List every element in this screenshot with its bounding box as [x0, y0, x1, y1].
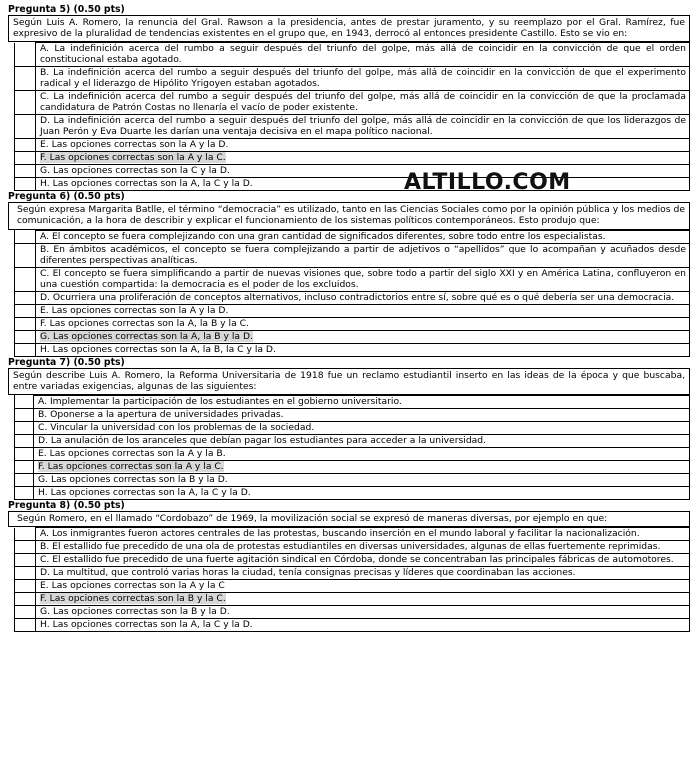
question-6-option-a[interactable]: A. El concepto se fuera complejizando con una gran cantidad de significados diferentes, sobre todo entre los especialistas. — [36, 230, 690, 243]
question-5-option-f[interactable] — [36, 152, 690, 165]
question-6-option-h[interactable]: H. Las opciones correctas son la A, la B, la C y la D. — [36, 343, 690, 356]
question-6-option-g[interactable] — [36, 330, 690, 343]
question-5-option-e[interactable]: E. Las opciones correctas son la A y la D. — [36, 139, 690, 152]
question-6-option-d[interactable]: D. Ocurriera una proliferación de conceptos alternativos, incluso contradictorios entre sí, sobre qué es o qué debería ser una democracia. — [36, 291, 690, 304]
selected-answer-highlight: F. Las opciones correctas son la B y la C. — [40, 593, 226, 605]
question-5-option-b[interactable]: B. La indefinición acerca del rumbo a seguir después del triunfo del golpe, más allá de coincidir en la convicción de que el experimento radical y el liderazgo de Hipólito Yrigoyen estaban agotados. — [36, 67, 690, 91]
question-8-option-g[interactable]: G. Las opciones correctas son la B y la D. — [36, 606, 690, 619]
question-7-option-b[interactable]: B. Oponerse a la apertura de universidades privadas. — [34, 408, 690, 421]
question-8-option-f[interactable] — [36, 593, 690, 606]
question-8-option-c[interactable]: C. El estallido fue precedido de una fuerte agitación sindical en Córdoba, donde se concentraban las principales fábricas de automotores. — [36, 554, 690, 567]
question-7-option-d[interactable]: D. La anulación de los aranceles que debían pagar los estudiantes para acceder a la universidad. — [34, 434, 690, 447]
question-7-option-a[interactable]: A. Implementar la participación de los estudiantes en el gobierno universitario. — [34, 395, 690, 408]
question-7-option-g[interactable]: G. Las opciones correctas son la B y la D. — [34, 474, 690, 487]
selected-answer-highlight: F. Las opciones correctas son la A y la C. — [38, 461, 224, 473]
question-5-stem: Según Luis A. Romero, la renuncia del Gral. Rawson a la presidencia, antes de prestar juramento, y su reemplazo por el Gral. Ramírez, fue expresivo de la pluralidad de tendencias existentes en el grupo que, en 1943, derrocó al entonces presidente Castillo. Esto se vio en: — [8, 15, 690, 42]
question-5-option-h[interactable]: H. Las opciones correctas son la A, la C y la D. — [36, 178, 690, 191]
question-8-option-b[interactable]: B. El estallido fue precedido de una ola de protestas estudiantiles en diversas universidades, algunas de ellas fuertemente reprimidas. — [36, 541, 690, 554]
question-7-option-f[interactable] — [34, 461, 690, 474]
question-7-option-e[interactable]: E. Las opciones correctas son la A y la B. — [34, 448, 690, 461]
question-6-stem: Según expresa Margarita Batlle, el término “democracia” es utilizado, tanto en las Ciencias Sociales como por la opinión pública y los medios de comunicación, a la hora de describir y explicar el funcionamiento de los sistemas políticos contemporáneos. Esto produjo que: — [8, 202, 690, 229]
question-5-option-a[interactable]: A. La indefinición acerca del rumbo a seguir después del triunfo del golpe, más allá de coincidir en la convicción de que el orden constitucional estaba agotado. — [36, 43, 690, 67]
question-5-header: Pregunta 5) (0.50 pts) — [8, 4, 125, 15]
question-8-option-d[interactable]: D. La multitud, que controló varias horas la ciudad, tenía consignas precisas y líderes que coordinaban las acciones. — [36, 567, 690, 580]
question-8-options — [14, 527, 690, 632]
question-7-options — [14, 395, 690, 500]
selected-answer-highlight: F. Las opciones correctas son la A y la C. — [40, 152, 226, 164]
selected-answer-highlight: G. Las opciones correctas son la A, la B y la D. — [40, 330, 253, 342]
watermark: ALTILLO.COM — [404, 170, 571, 195]
exam-document — [8, 4, 690, 632]
question-6-option-e[interactable]: E. Las opciones correctas son la A y la D. — [36, 304, 690, 317]
question-7-header: Pregunta 7) (0.50 pts) — [8, 356, 125, 368]
question-7-stem: Según describe Luis A. Romero, la Reforma Universitaria de 1918 fue un reclamo estudiantil inserto en las ideas de la época y que buscaba, entre variadas exigencias, algunas de las siguientes: — [8, 368, 690, 395]
question-5-options — [14, 42, 690, 191]
question-7-option-h[interactable]: H. Las opciones correctas son la A, la C y la D. — [34, 487, 690, 500]
question-6-option-f[interactable]: F. Las opciones correctas son la A, la B y la C. — [36, 317, 690, 330]
question-6-options — [14, 230, 690, 357]
question-6-option-c[interactable]: C. El concepto se fuera simplificando a partir de nuevas visiones que, sobre todo a partir del siglo XXI y en América Latina, confluyeron en una cuestión compartida: la democracia es el poder de los excluidos. — [36, 267, 690, 291]
question-8-option-e[interactable]: E. Las opciones correctas son la A y la C — [36, 580, 690, 593]
question-5-option-c[interactable]: C. La indefinición acerca del rumbo a seguir después del triunfo del golpe, más allá de coincidir en la convicción de que la proclamada candidatura de Patrón Costas no llenaría el vacío de poder existente. — [36, 91, 690, 115]
question-6-option-b[interactable]: B. En ámbitos académicos, el concepto se fuera complejizando a partir de adjetivos o “apellidos” que lo acompañan y acuñados desde diferentes perspectivas analíticas. — [36, 243, 690, 267]
question-8-stem: Según Romero, en el llamado “Cordobazo” de 1969, la movilización social se expresó de maneras diversas, por ejemplo en que: — [8, 511, 690, 527]
question-8-option-a[interactable]: A. Los inmigrantes fueron actores centrales de las protestas, buscando inserción en el mundo laboral y facilitar la nacionalización. — [36, 528, 690, 541]
question-5-option-d[interactable]: D. La indefinición acerca del rumbo a seguir después del triunfo del golpe, más allá de coincidir en la convicción de que los liderazgos de Juan Perón y Eva Duarte les darían una ventaja decisiva en el mapa político nacional. — [36, 115, 690, 139]
question-7-option-c[interactable]: C. Vincular la universidad con los problemas de la sociedad. — [34, 421, 690, 434]
question-8-option-h[interactable]: H. Las opciones correctas son la A, la C y la D. — [36, 619, 690, 632]
question-6-header: Pregunta 6) (0.50 pts) — [8, 191, 125, 203]
question-8-header: Pregunta 8) (0.50 pts) — [8, 500, 125, 512]
question-5-option-g[interactable]: G. Las opciones correctas son la C y la D. — [36, 165, 690, 178]
